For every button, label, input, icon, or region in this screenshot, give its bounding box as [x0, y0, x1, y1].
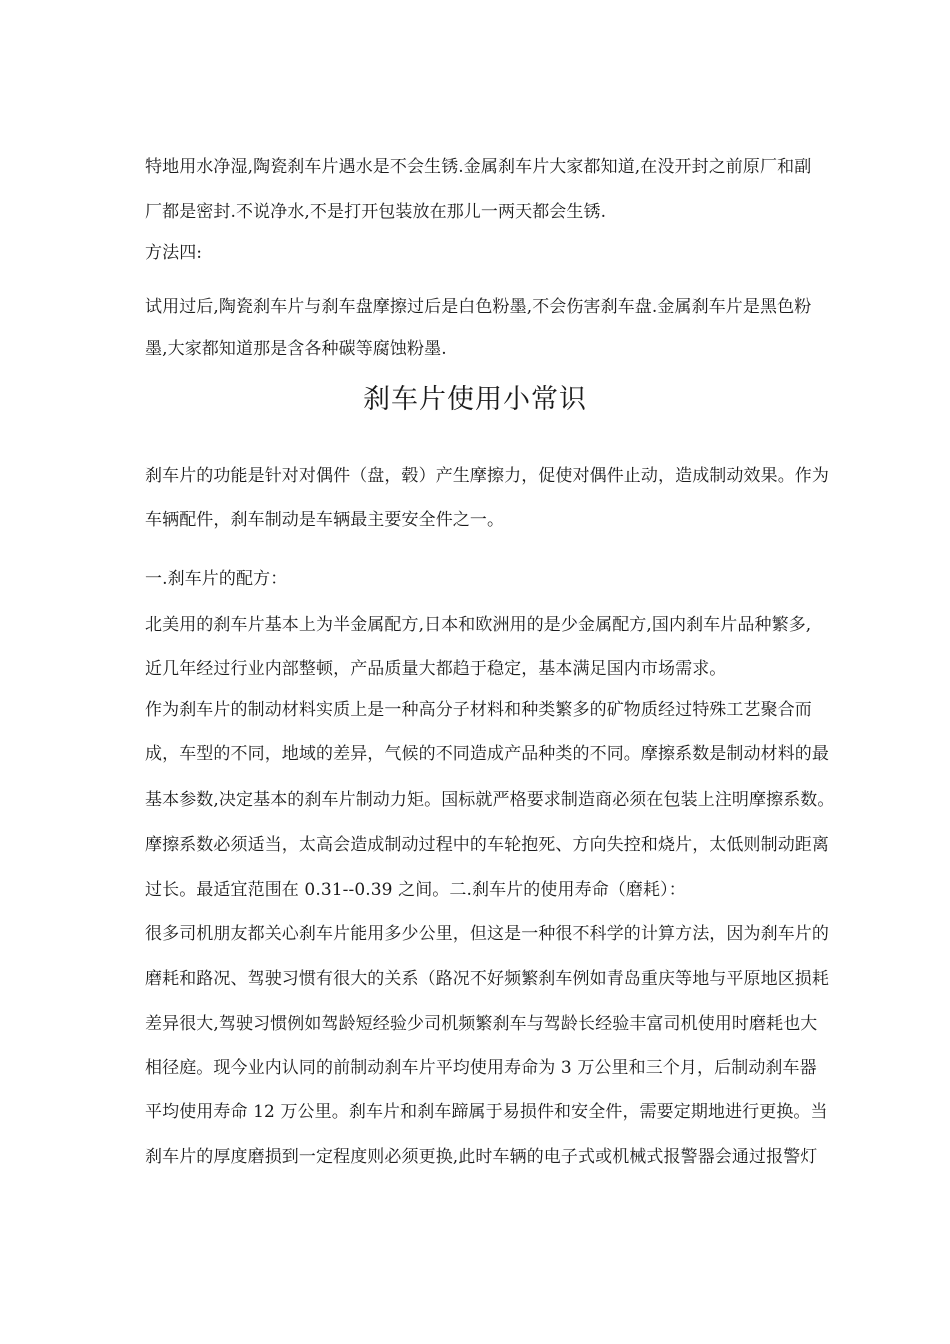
body-line-9: 磨耗和路况、驾驶习惯有很大的关系（路况不好频繁刹车例如青岛重庆等地与平原地区损耗: [145, 969, 829, 989]
body-line-11: 相径庭。现今业内认同的前制动刹车片平均使用寿命为 3 万公里和三个月，后制动刹车器: [145, 1058, 817, 1078]
body-line-6: 摩擦系数必须适当，太高会造成制动过程中的车轮抱死、方向失控和烧片，太低则制动距离: [145, 835, 829, 855]
body-line-4: 成，车型的不同，地域的差异，气候的不同造成产品种类的不同。摩擦系数是制动材料的最: [145, 744, 829, 764]
body-line-3: 作为刹车片的制动材料实质上是一种高分子材料和种类繁多的矿物质经过特殊工艺聚合而: [145, 700, 812, 720]
section-intro-line-1: 刹车片的功能是针对对偶件（盘，毂）产生摩擦力，促使对偶件止动，造成制动效果。作为: [145, 466, 829, 486]
method4-heading: 方法四:: [145, 243, 203, 263]
body-line-5: 基本参数,决定基本的刹车片制动力矩。国标就严格要求制造商必须在包装上注明摩擦系数。: [145, 790, 835, 810]
section-intro-line-2: 车辆配件，刹车制动是车辆最主要安全件之一。: [145, 510, 505, 530]
formula-heading: 一.刹车片的配方：: [145, 569, 288, 589]
section-title: 刹车片使用小常识: [363, 384, 587, 415]
intro-line-2: 厂都是密封.不说净水,不是打开包装放在那儿一两天都会生锈.: [145, 202, 607, 222]
body-line-8: 很多司机朋友都关心刹车片能用多少公里，但这是一种很不科学的计算方法，因为刹车片的: [145, 924, 829, 944]
intro-line-1: 特地用水净湿,陶瓷刹车片遇水是不会生锈.金属刹车片大家都知道,在没开封之前原厂和副: [145, 157, 812, 177]
body-line-7: 过长。最适宜范围在 0.31--0.39 之间。二.刹车片的使用寿命（磨耗）：: [145, 880, 686, 900]
body-line-12: 平均使用寿命 12 万公里。刹车片和刹车蹄属于易损件和安全件，需要定期地进行更换。当: [145, 1102, 828, 1122]
method4-line-2: 墨,大家都知道那是含各种碳等腐蚀粉墨.: [145, 339, 447, 359]
body-line-1: 北美用的刹车片基本上为半金属配方,日本和欧洲用的是少金属配方,国内刹车片品种繁多,: [145, 615, 812, 635]
method4-line-1: 试用过后,陶瓷刹车片与刹车盘摩擦过后是白色粉墨,不会伤害刹车盘.金属刹车片是黑色粉: [145, 297, 812, 317]
body-line-2: 近几年经过行业内部整顿，产品质量大都趋于稳定，基本满足国内市场需求。: [145, 659, 727, 679]
body-line-13: 刹车片的厚度磨损到一定程度则必须更换,此时车辆的电子式或机械式报警器会通过报警灯: [145, 1147, 818, 1167]
body-line-10: 差异很大,驾驶习惯例如驾龄短经验少司机频繁刹车与驾龄长经验丰富司机使用时磨耗也大: [145, 1014, 818, 1034]
